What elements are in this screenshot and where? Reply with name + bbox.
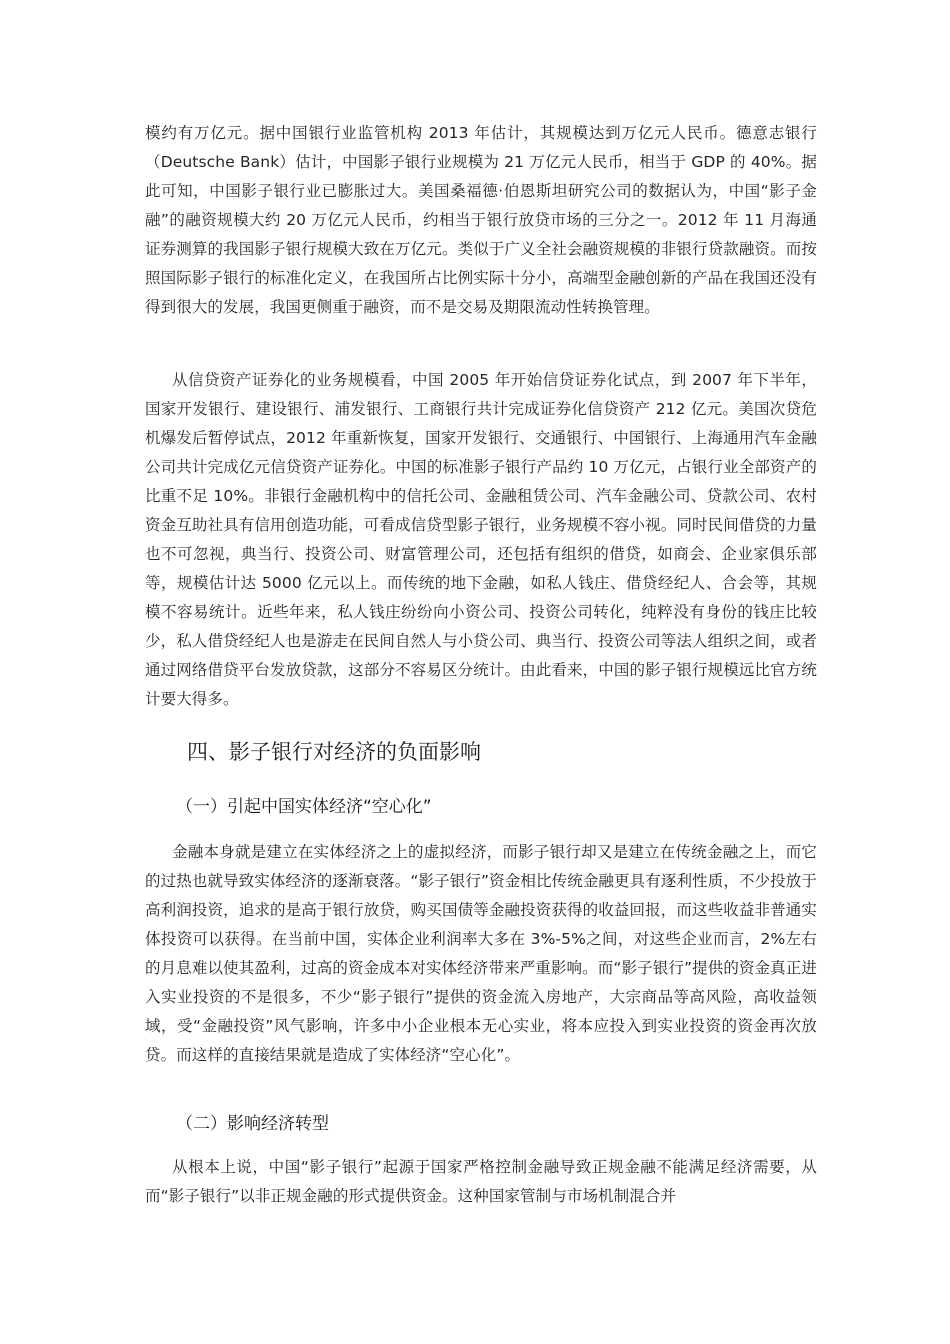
paragraph-real-economy-hollowing: 金融本身就是建立在实体经济之上的虚拟经济，而影子银行却又是建立在传统金融之上，而它的过热也就导致实体经济的逐渐衰落。“影子银行”资金相比传统金融更具有逐利性质，不少投放于高利润投资，追求的是高于银行放贷，购买国债等金融投资获得的收益回报，而这些收益非普通实体投资可以获得。在当前中国，实体企业利润率大多在 3%-5%之间，对这些企业而言，2%左右的月息难以使其盈利，过高的资金成本对实体经济带来严重影响。而“影子银行”提供的资金真正进入实业投资的不是很多，不少“影子银行”提供的资金流入房地产，大宗商品等高风险，高收益领域，受“金融投资”风气影响，许多中小企业根本无心实业，将本应投入到实业投资的资金再次放贷。而这样的直接结果就是造成了实体经济“空心化”。 [145, 843, 817, 1064]
paragraph-shadow-banking-scale-estimates: 模约有万亿元。据中国银行业监管机构 2013 年估计，其规模达到万亿元人民币。德意志银行（Deutsche Bank）估计，中国影子银行业规模为 21 万亿元人民币，相当于 GDP 的 40%。据此可知，中国影子银行业已膨胀过大。美国桑福德·伯恩斯坦研究公司的数据认为，中国“影子金融”的融资规模大约 20 万亿元人民币，约相当于银行放贷市场的三分之一。2012 年 11 月海通证券测算的我国影子银行规模大致在万亿元。类似于广义全社会融资规模的非银行贷款融资。而按照国际影子银行的标准化定义，在我国所占比例实际十分小，高端型金融创新的产品在我国还没有得到很大的发展，我国更侧重于融资，而不是交易及期限流动性转换管理。 [145, 124, 817, 316]
subheading-hollowing-out: （一）引起中国实体经济“空心化” [176, 797, 432, 817]
paragraph-economic-transition: 从根本上说，中国“影子银行”起源于国家严格控制金融导致正规金融不能满足经济需要，从而“影子银行”以非正规金融的形式提供资金。这种国家管制与市场机制混合并 [145, 1158, 817, 1205]
paragraph-credit-securitization-scale: 从信贷资产证券化的业务规模看，中国 2005 年开始信贷证券化试点，到 2007 年下半年，国家开发银行、建设银行、浦发银行、工商银行共计完成证券化信贷资产 212 亿元。美国次贷危机爆发后暂停试点，2012 年重新恢复，国家开发银行、交通银行、中国银行、上海通用汽车金融公司共计完成亿元信贷资产证券化。中国的标准影子银行产品约 10 万亿元，占银行业全部资产的比重不足 10%。非银行金融机构中的信托公司、金融租赁公司、汽车金融公司、贷款公司、农村资金互助社具有信用创造功能，可看成信贷型影子银行，业务规模不容小视。同时民间借贷的力量也不可忽视，典当行、投资公司、财富管理公司，还包括有组织的借贷，如商会、企业家俱乐部等，规模估计达 5000 亿元以上。而传统的地下金融，如私人钱庄、借贷经纪人、合会等，其规模不容易统计。近些年来，私人钱庄纷纷向小资公司、投资公司转化，纯粹没有身份的钱庄比较少，私人借贷经纪人也是游走在民间自然人与小贷公司、典当行、投资公司等法人组织之间，或者通过网络借贷平台发放贷款，这部分不容易区分统计。由此看来，中国的影子银行规模远比官方统计要大得多。 [145, 371, 817, 708]
section-heading-negative-impacts: 四、影子银行对经济的负面影响 [187, 740, 481, 764]
subheading-economic-transition: （二）影响经济转型 [176, 1114, 329, 1134]
